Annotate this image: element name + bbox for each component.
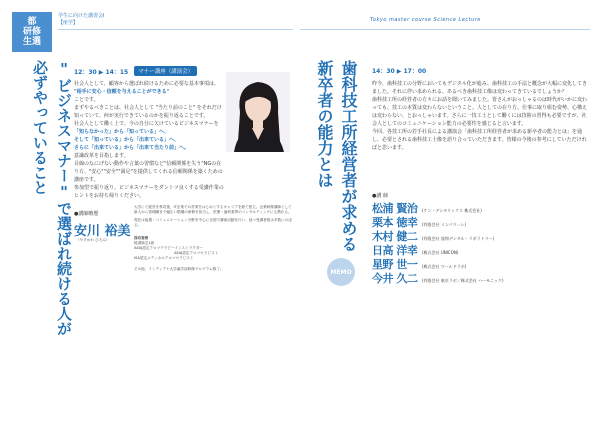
- s1-p1: 社会人として、顧客から選ばれ続けるために必要な基本事項は、: [74, 81, 219, 87]
- session2-description: [372, 80, 590, 152]
- logo-line-1: 都: [27, 17, 37, 27]
- left-title: [28, 60, 76, 390]
- speaker-label: ●講師略歴: [74, 211, 99, 217]
- session2-time: 14：30 ▶ 17：00: [372, 68, 427, 75]
- bio-line-2: 現在は接遇・コミュニケーション分野を中心に全国で講演活動を行い、延べ受講者数は多数にのぼる。: [134, 218, 292, 227]
- speaker-photo: [226, 72, 290, 152]
- right-title-line-2: 新卒者の能力とは: [315, 60, 334, 188]
- lecturer-row: [372, 270, 592, 284]
- lecturer-name: 日高 洋幸: [372, 244, 418, 257]
- bio-line-7: ISA認定メディカルアロマセラピスト: [134, 256, 194, 260]
- left-title-line-1: "ビジネスマナー"で選ばれ続ける人が: [55, 60, 73, 336]
- lecturer-row: [372, 214, 592, 228]
- s2-p1: 昨今、歯科技工の分野においてもデジタル化が進み、歯科技工の手法と概念が大幅に変化してきました。それに伴い求められる、あるべき歯科技工像は変わってきているでしょうか？: [372, 81, 588, 95]
- bio-line-8: その他、インディアナ大学歯学部研修プログラム修了。: [134, 267, 224, 271]
- lecturer-name: 今井 久二: [372, 272, 418, 285]
- memo-badge: MEMO: [327, 258, 355, 286]
- s1-p8: さらに「出来ている」から「出来て当たり前」へ。: [74, 145, 190, 151]
- lecturer-row: [372, 242, 592, 256]
- s1-p7: そして「知っている」から「出来ている」へ、: [74, 137, 180, 143]
- lecturer-name: 松浦 賢治: [372, 202, 418, 215]
- lecturer-affiliation: (ケン・デンタリックス 株式会社): [422, 208, 482, 213]
- lecturer-name: 栗本 徳幸: [372, 216, 418, 229]
- header-rule-left: [58, 29, 293, 30]
- speaker-reading: （やすかわ ひろみ）: [76, 238, 110, 242]
- lecturer-name: 星野 世一: [372, 258, 418, 271]
- lecturers-label: ●講 師: [372, 193, 388, 199]
- logo-line-2: 研修: [22, 27, 41, 37]
- s1-p11: 参加型で振り返り、ビジネスマナーをダントツ良くする受講作業のヒントをお持ち帰りください。: [74, 185, 224, 199]
- session1-time: 12：30 ▶ 14：15: [74, 68, 129, 76]
- s1-p4: まずやるべきことは、社会人として "当たり前のこと" をそれだけ知っていて、何が実行できているのかを振り返ることです。: [74, 105, 222, 119]
- bio-line-5: AEAJ認定アロマテラピーインストラクター: [134, 246, 204, 250]
- speaker-bio: [134, 205, 294, 272]
- bio-line-6: AEAJ認定アロマセラピスト: [174, 251, 219, 255]
- bio-line-4: 秘書検定1級: [134, 241, 155, 245]
- lecturer-affiliation: (株式会社 ワールドラボ): [422, 264, 467, 269]
- header-series: [58, 13, 104, 27]
- lecturer-row: [372, 200, 592, 214]
- organization-logo: [12, 12, 52, 52]
- s2-p2: 歯科技工所の経営者の方々にお話を聞いてみました。皆さんがおっしゃるのは時代がいかに変わっても、技工の本質は変わらないということ。人としての在り方、仕事に取り組む姿勢、心構えは変わらない、とおっしゃいます。さらに一技工士として働くには技術の習得も必要ですが、社会人としてのコミュニケーション能力の必要性を感じると言います。: [372, 97, 588, 127]
- session1-description: [74, 80, 224, 200]
- bio-line-3: 保有資格: [134, 236, 149, 240]
- s1-p2: "相手に安心・信頼を与えることができる": [74, 89, 170, 95]
- s1-p9: 意識改革を目指します。: [74, 153, 129, 159]
- header-series-line: 学生に向けた講習会Ⅰ: [58, 13, 105, 19]
- lecturer-name: 木村 健二: [372, 230, 418, 243]
- header-rule-right: [300, 29, 590, 30]
- session1-header: [74, 66, 197, 76]
- s1-p5: 社会人として働く上で、今の自分に欠けているビジネスマナーを: [74, 121, 219, 127]
- s1-p6: 「知らなかった」から「知っている」へ、: [74, 129, 170, 135]
- speaker-name: 安川 裕美: [74, 224, 131, 239]
- s1-p10: 目線のなにげない動作や言葉の習慣など"信頼関係を失う"NGの在り方、"安心""安全""満足"を提供してくれる信頼関係を築くための講座です。: [74, 161, 223, 183]
- bio-line-1: 大学にて経営を専攻後、IT企業での営業をはじめとするキャリアを経て独立。企業研修講師として新人から管理職まで幅広い階層の研修を担当し、医療・歯科業界のコンサルティングにも携わる。: [134, 205, 292, 214]
- lecturer-affiliation: (有限会社 東京ラボ／株式会社 ハーモニック): [422, 278, 504, 283]
- logo-line-3: 生選: [22, 37, 41, 47]
- header-bracket: 【座学】: [58, 20, 79, 26]
- lecturer-row: [372, 256, 592, 270]
- lecturer-row: [372, 228, 592, 242]
- speaker-portrait-image: [226, 72, 290, 152]
- session1-tag: マナー講座（講演会）: [134, 66, 197, 76]
- lecturers-list: [372, 200, 592, 284]
- lecturer-affiliation: (有限会社 協和デンタル・ラボラトリー): [422, 236, 495, 241]
- s2-p3: 今回、各技工所の若手社長による講演会「歯科技工所経営者が求める新卒者の能力とは」を通し、必要とされる歯科技工士像を語り合っていただきます。皆様の今後の参考にしていただければと思います。: [372, 129, 587, 151]
- right-title-line-1: 歯科技工所経営者が求める: [339, 60, 358, 252]
- lecturer-affiliation: (株式会社 UNICON): [422, 250, 459, 255]
- lecturer-affiliation: (有限会社 インパラ＝レ): [422, 222, 467, 227]
- left-title-line-2: 必ずやっていること: [31, 60, 49, 195]
- header-right-title: Tokyo master course Science Lecture: [370, 17, 481, 23]
- s1-p3: ことです。: [74, 97, 99, 103]
